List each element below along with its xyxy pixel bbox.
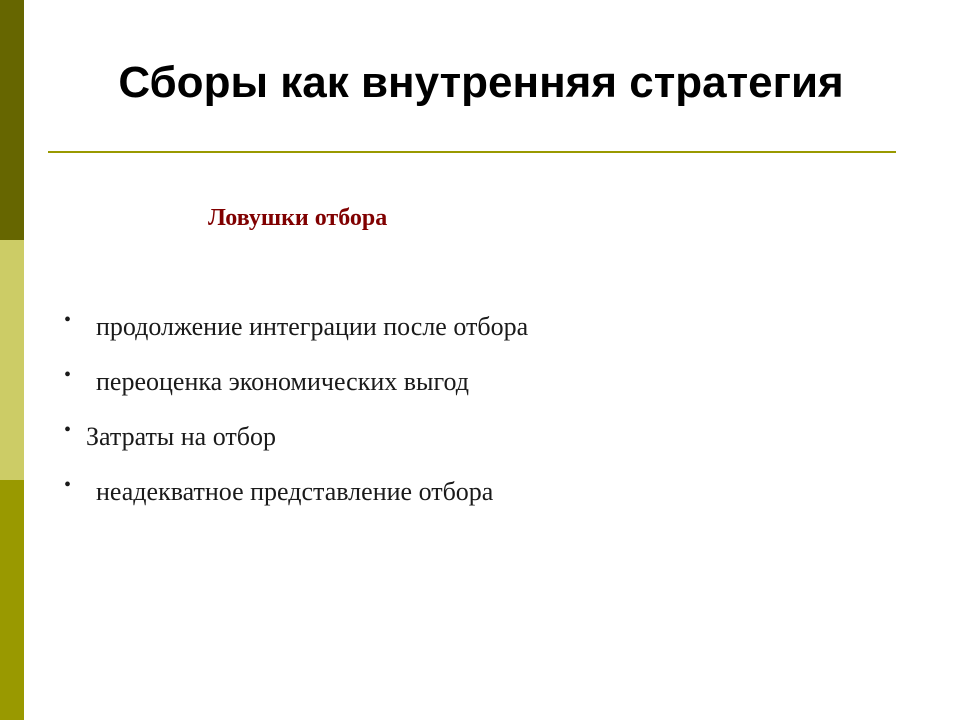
bullet-icon: • <box>64 309 72 331</box>
title-divider <box>48 151 896 153</box>
side-stripe-top <box>0 0 24 240</box>
side-stripe-bottom <box>0 480 24 720</box>
bullet-text: неадекватное представление отбора <box>96 477 494 506</box>
side-stripe-middle <box>0 240 24 480</box>
bullet-icon: • <box>64 419 72 441</box>
bullet-icon: • <box>64 474 72 496</box>
bullet-icon: • <box>64 364 72 386</box>
bullet-text: продолжение интеграции после отбора <box>96 312 529 341</box>
slide-subtitle: Ловушки отбора <box>208 205 388 231</box>
bullet-text: Затраты на отбор <box>86 422 276 451</box>
bullet-text: переоценка экономических выгод <box>96 367 469 396</box>
slide-title: Сборы как внутренняя стратегия <box>118 58 844 107</box>
